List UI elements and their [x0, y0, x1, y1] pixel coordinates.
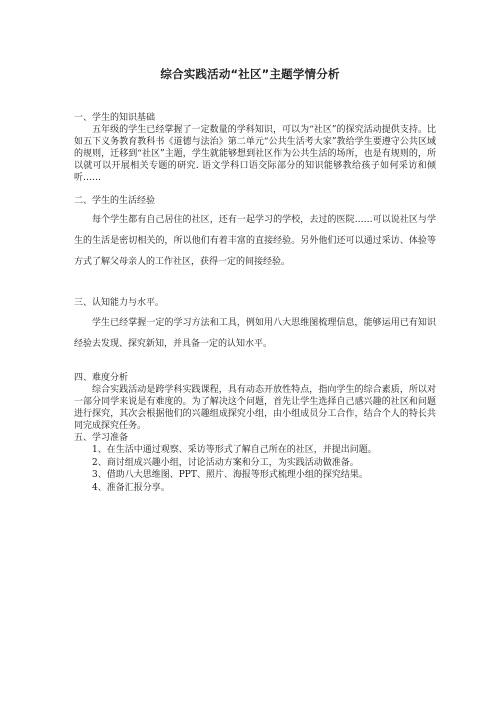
document-body — [74, 112, 436, 494]
section-paragraph: 每个学生都有自己居住的社区，还有一起学习的学校，去过的医院……可以说社区与学生的生活是密切相关的，所以他们有着丰富的直接经验。另外他们还可以通过采访、体验等方式了解父母亲人的工作社区，获得一定的间接经验。 — [74, 215, 436, 267]
section-life-experience — [74, 195, 436, 273]
section-heading: 三、认知能力与水平。 — [74, 298, 165, 308]
section-heading: 二、学生的生活经验 — [74, 196, 156, 206]
section-heading: 四、难度分析 — [74, 373, 129, 383]
section-learning-preparation — [74, 432, 436, 494]
section-heading: 五、学习准备 — [74, 433, 129, 443]
section-knowledge-base — [74, 112, 436, 184]
section-paragraph: 综合实践活动是跨学科实践课程，具有动态开放性特点，指向学生的综合素质，所以对一部分同学来说是有难度的。为了解决这个问题，首先让学生选择自己感兴趣的社区和问题进行探究，其次会根据他们的兴趣组成探究小组，由小组成员分工合作，结合个人的特长共同完成探究任务。 — [74, 385, 436, 431]
list-item: 3、借助八大思维图、PPT、照片、海报等形式梳理小组的探究结果。 — [92, 470, 368, 480]
list-item: 4、准备汇报分享。 — [92, 482, 170, 493]
section-cognitive-ability — [74, 297, 436, 355]
page-title: 综合实践活动“社区”主题学情分析 — [160, 67, 340, 81]
list-item: 2、商讨组成兴趣小组，讨论活动方案和分工，为实践活动做准备。 — [92, 457, 359, 468]
section-paragraph: 五年级的学生已经掌握了一定数量的学科知识，可以为“社区”的探究活动提供支持。比如五下义务教育教科书《道德与法治》第二单元“公共生活考大家”教给学生要遵守公共区域的规则，迁移到“社区”主题，学生就能够想到社区作为公共生活的场所，也是有规则的，所以就可以开展相关专题的研究. 语文学科口语交际部分的知识能够教给孩子如何采访和倾听…… — [74, 125, 436, 183]
section-difficulty-analysis — [74, 372, 436, 432]
section-heading: 一、学生的知识基础 — [74, 113, 156, 123]
section-paragraph: 学生已经掌握一定的学习方法和工具，例如用八大思维图梳理信息，能够运用已有知识经验去发现、探究新知，并具备一定的认知水平。 — [74, 318, 436, 349]
list-item: 1、在生活中通过观察、采访等形式了解自己所在的社区，并提出问题。 — [92, 445, 377, 455]
